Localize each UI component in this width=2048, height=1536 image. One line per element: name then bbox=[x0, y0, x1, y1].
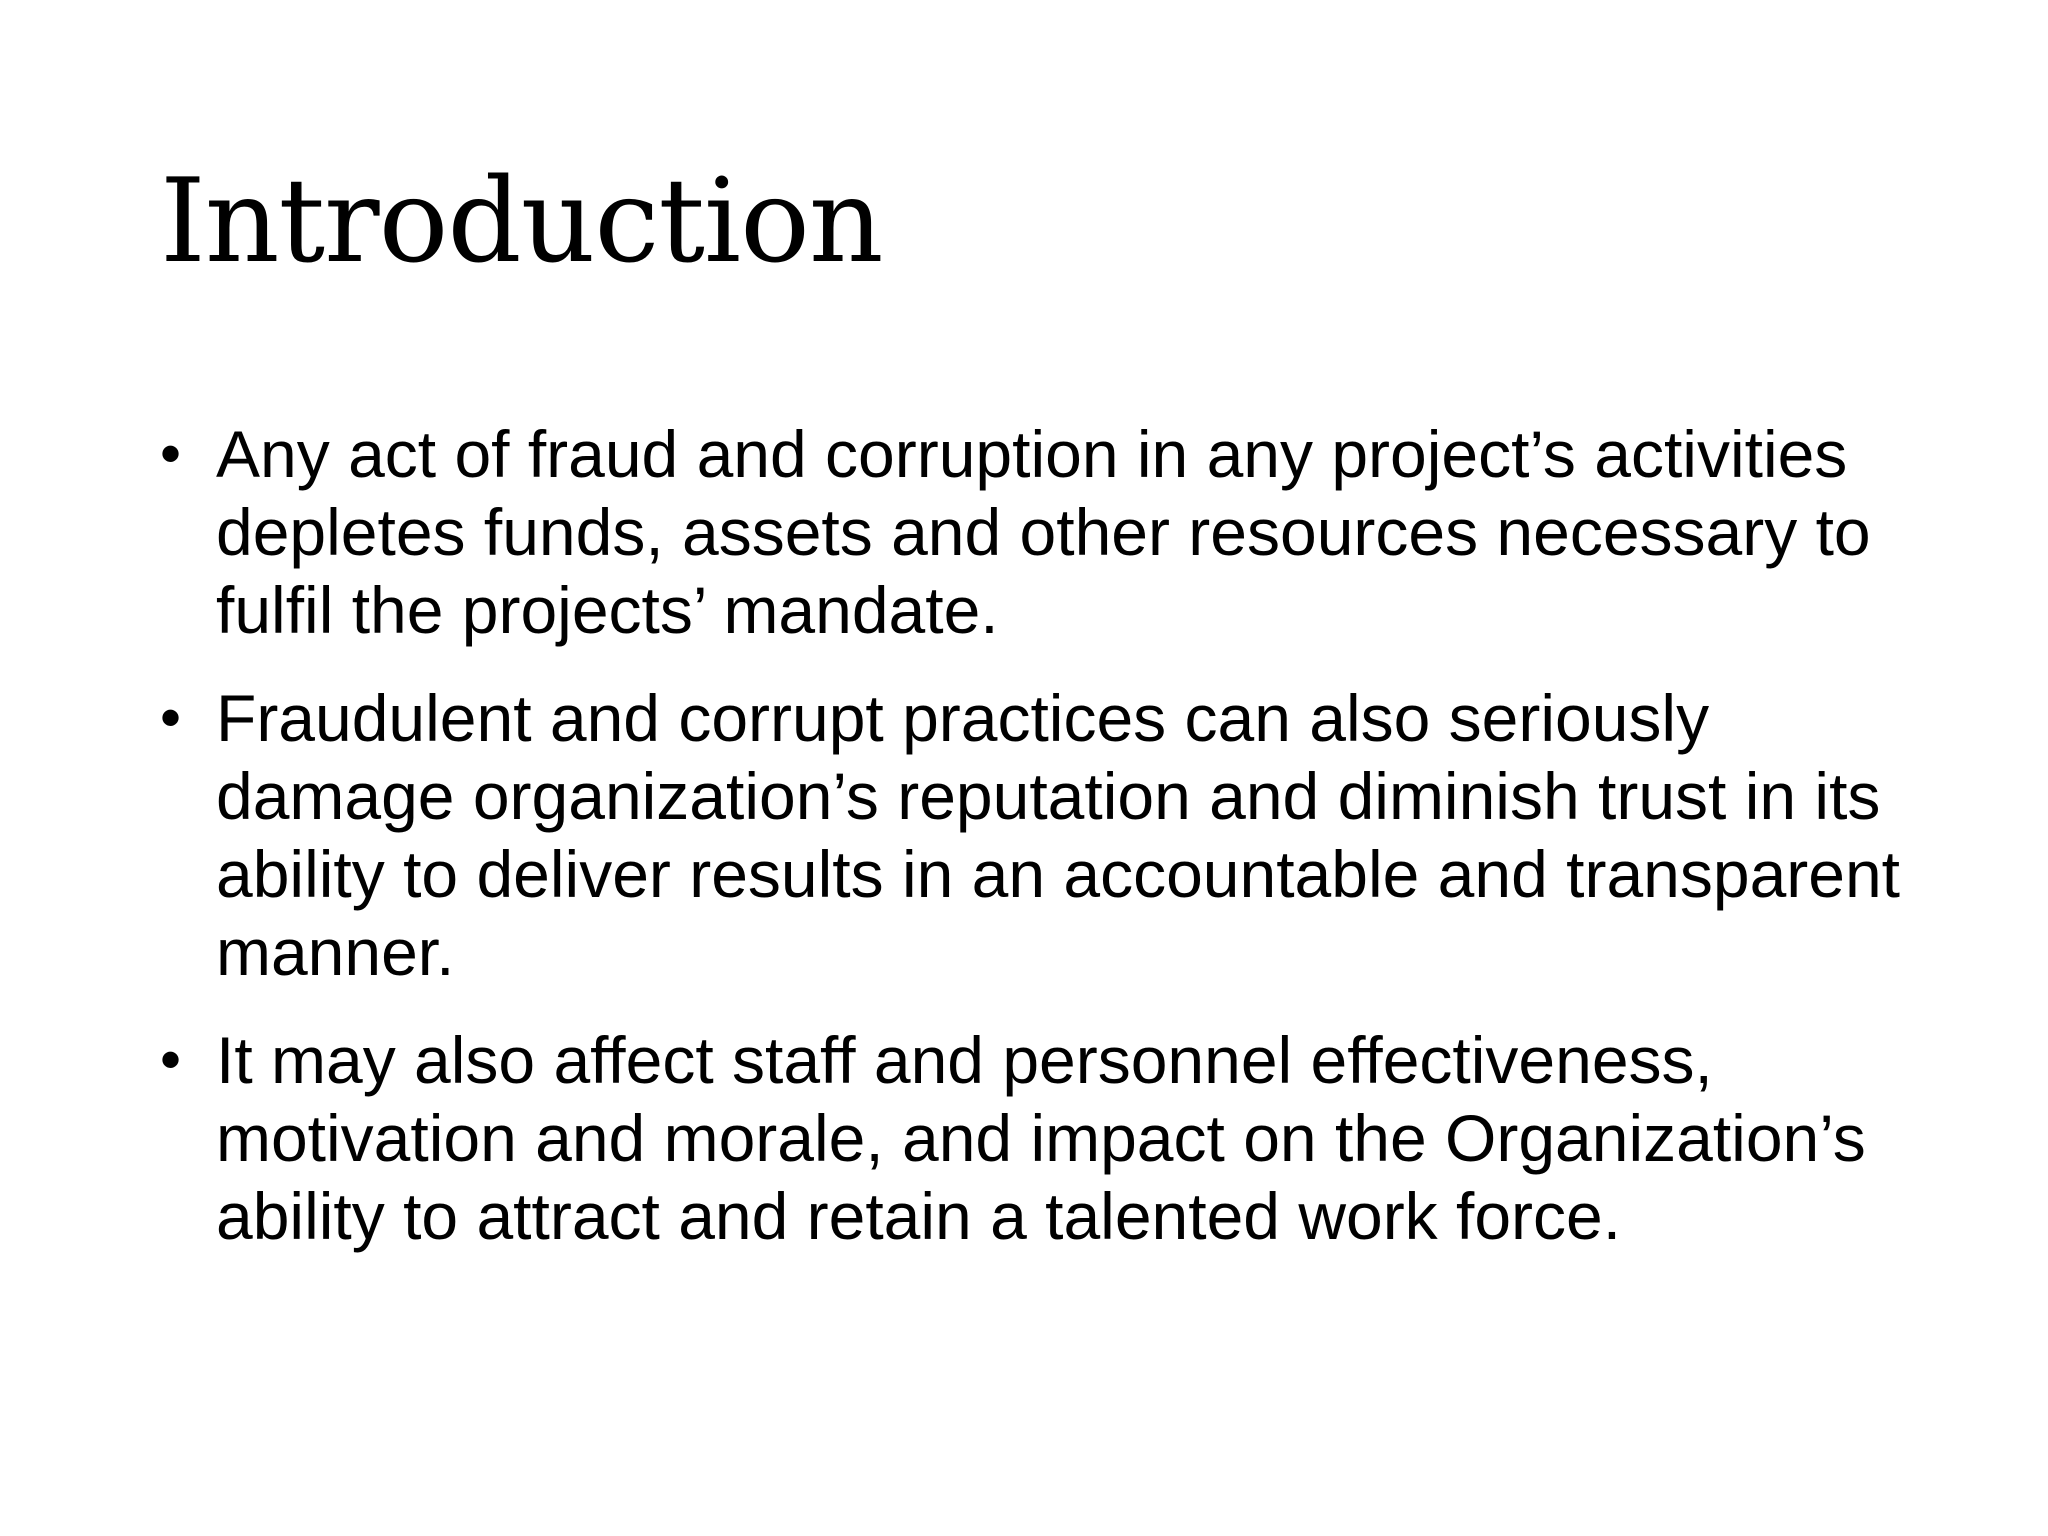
bullet-list bbox=[160, 415, 1920, 1285]
bullet-item bbox=[160, 1021, 1920, 1255]
bullet-text: It may also affect staff and personnel effectiveness, motivation and morale, and impact on the Organization’s ability to attract and retain a talented work force. bbox=[216, 1023, 1866, 1253]
bullet-marker: • bbox=[160, 1026, 182, 1093]
slide-title: Introduction bbox=[160, 154, 883, 289]
bullet-text: Fraudulent and corrupt practices can also seriously damage organization’s reputation and diminish trust in its ability to deliver results in an accountable and transparent manner. bbox=[216, 681, 1900, 989]
bullet-marker: • bbox=[160, 684, 182, 751]
bullet-item bbox=[160, 415, 1920, 649]
bullet-text: Any act of fraud and corruption in any project’s activities depletes funds, assets and other resources necessary to fulfil the projects’ mandate. bbox=[216, 417, 1871, 647]
bullet-item bbox=[160, 679, 1920, 991]
bullet-marker: • bbox=[160, 420, 182, 487]
